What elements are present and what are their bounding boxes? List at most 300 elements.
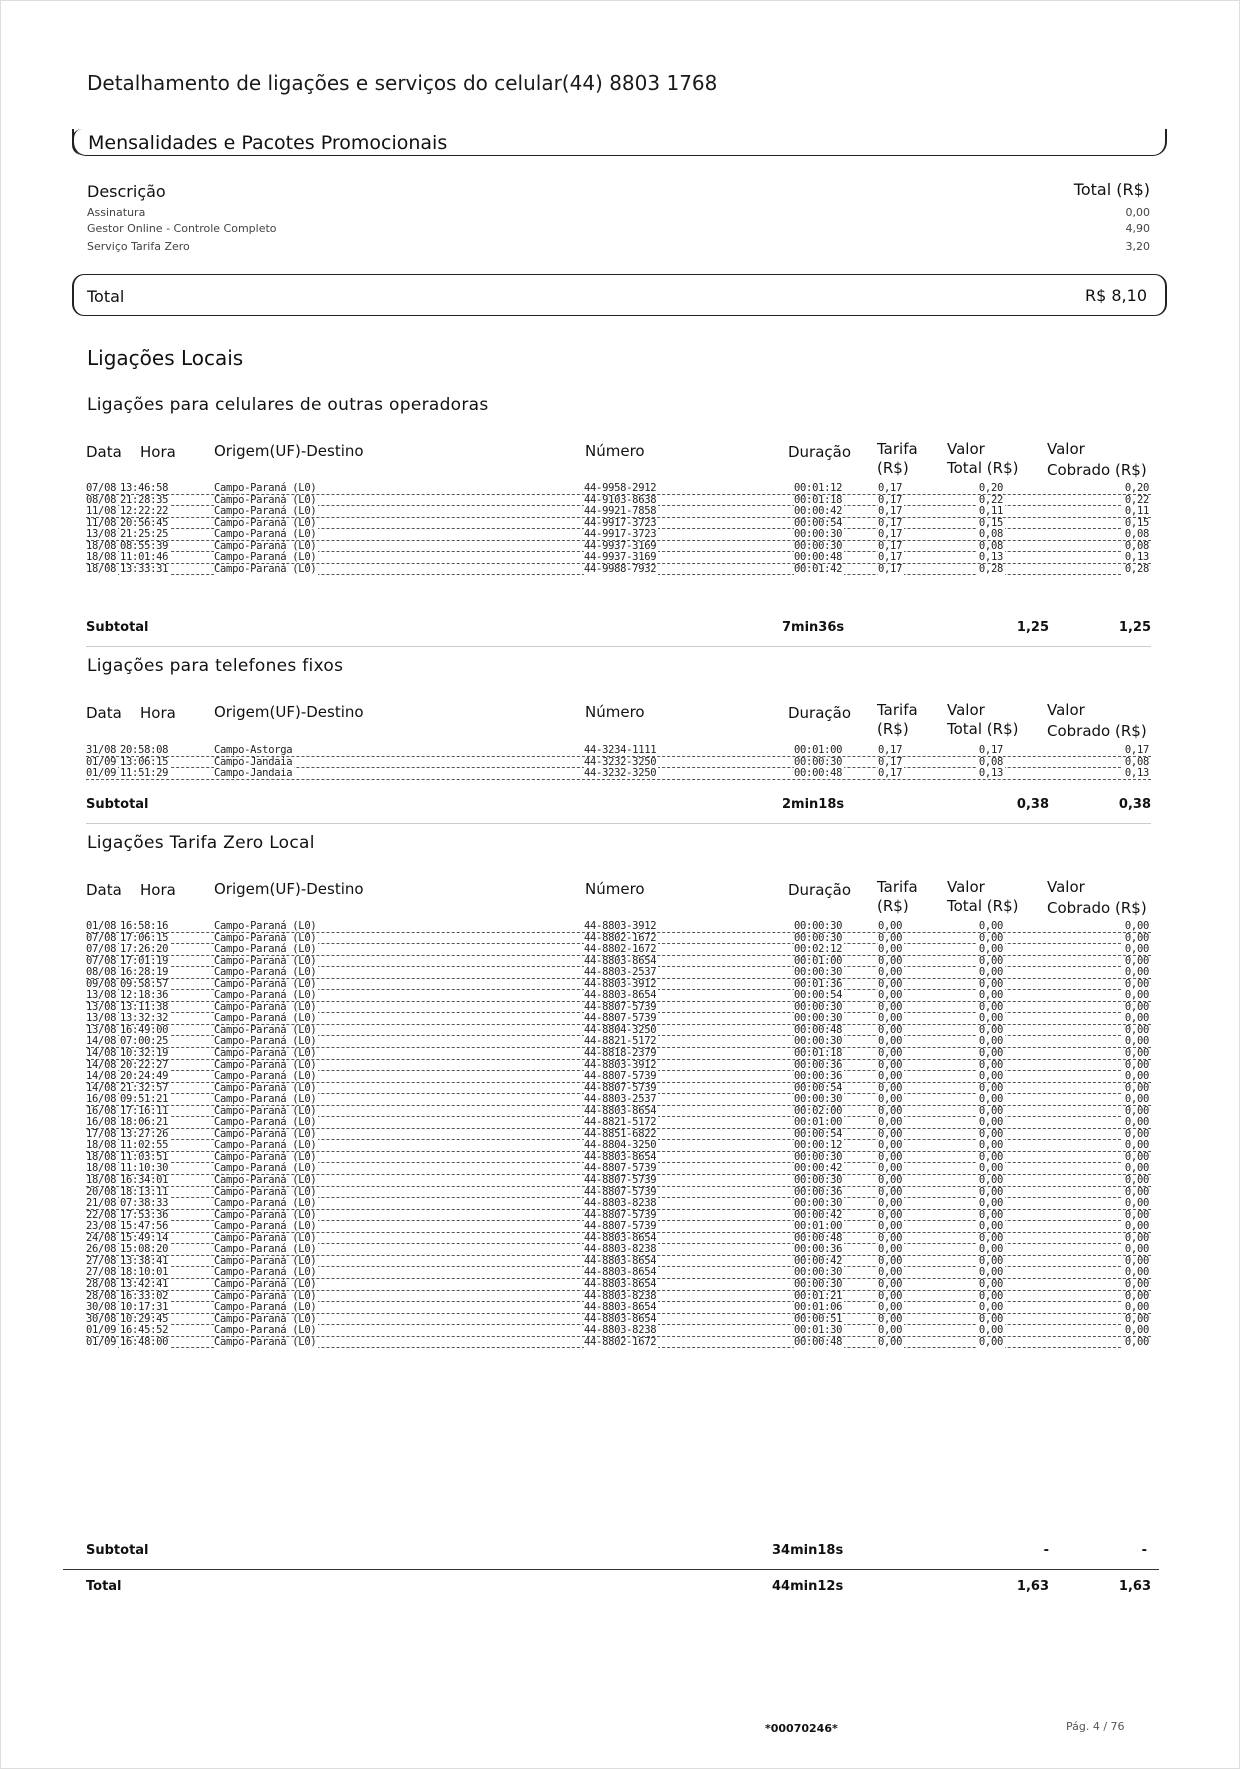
row-origin-destination: Campo-Paraná (L0) [214, 1277, 317, 1290]
row-number: 44-8803-8238 [584, 1197, 657, 1210]
row-number: 44-9921-7858 [584, 505, 657, 518]
row-value-total: 0,00 [978, 1197, 1003, 1210]
row-value-total: 0,13 [978, 551, 1003, 564]
row-date: 24/08 [86, 1231, 117, 1244]
row-duration: 00:01:12 [794, 482, 843, 494]
row-origin-destination: Campo-Paraná (L0) [214, 1023, 317, 1036]
row-time: 21:28:35 [120, 493, 169, 506]
row-duration: 00:00:42 [794, 1208, 843, 1221]
row-duration: 00:00:30 [794, 755, 843, 768]
fee-value: 0,00 [1125, 206, 1150, 219]
row-date: 14/08 [86, 1058, 117, 1071]
row-value-total: 0,00 [978, 1162, 1003, 1175]
row-date: 07/08 [86, 943, 117, 956]
row-value-charged: 0,00 [1124, 1208, 1149, 1221]
row-duration: 00:00:30 [794, 931, 843, 944]
row-value-charged: 0,00 [1124, 1266, 1149, 1279]
row-origin-destination: Campo-Paraná (L0) [214, 966, 317, 979]
row-duration: 00:00:54 [794, 989, 843, 1002]
row-time: 16:45:52 [120, 1324, 169, 1337]
row-time: 07:00:25 [120, 1035, 169, 1048]
row-time: 13:42:41 [120, 1277, 169, 1290]
table-row [86, 745, 1151, 757]
row-number: 44-8804-3250 [584, 1023, 657, 1036]
row-date: 18/08 [86, 539, 117, 552]
col-numero: Número [585, 880, 645, 898]
col-duracao: Duração [788, 704, 852, 722]
col-valor-total: Total (R$) [947, 897, 1019, 915]
row-origin-destination: Campo-Paraná (L0) [214, 482, 317, 494]
row-rate: 0,00 [878, 1070, 903, 1083]
row-value-charged: 0,00 [1124, 1243, 1149, 1256]
col-duracao: Duração [788, 443, 852, 461]
row-value-charged: 0,00 [1124, 1093, 1149, 1106]
row-date: 01/09 [86, 767, 117, 780]
row-number: 44-8807-5739 [584, 1185, 657, 1198]
row-value-charged: 0,00 [1124, 920, 1149, 932]
row-value-total: 0,00 [978, 966, 1003, 979]
row-date: 21/08 [86, 1197, 117, 1210]
row-value-total: 0,00 [978, 1081, 1003, 1094]
row-rate: 0,00 [878, 1324, 903, 1337]
row-rate: 0,00 [878, 1301, 903, 1314]
row-number: 44-3232-3250 [584, 767, 657, 780]
grand-total-value: 1,63 [1016, 1579, 1049, 1594]
row-rate: 0,00 [878, 1266, 903, 1279]
row-rate: 0,17 [878, 493, 903, 506]
row-value-total: 0,13 [978, 767, 1003, 780]
row-value-charged: 0,00 [1124, 1324, 1149, 1337]
row-number: 44-8807-5739 [584, 1012, 657, 1025]
row-number: 44-8803-8654 [584, 1266, 657, 1279]
row-origin-destination: Campo-Paraná (L0) [214, 505, 317, 518]
col-valor: Valor [947, 701, 985, 719]
table-row [86, 944, 1151, 956]
tarifa-zero-table [86, 921, 1151, 1348]
row-rate: 0,00 [878, 1058, 903, 1071]
row-origin-destination: Campo-Jandaia [214, 767, 293, 780]
row-number: 44-9917-3723 [584, 516, 657, 529]
row-number: 44-8803-8654 [584, 1301, 657, 1314]
row-time: 18:06:21 [120, 1116, 169, 1129]
col-origem: Origem(UF)-Destino [214, 442, 364, 460]
row-value-total: 0,00 [978, 977, 1003, 990]
row-date: 30/08 [86, 1301, 117, 1314]
row-date: 14/08 [86, 1035, 117, 1048]
row-time: 13:06:15 [120, 755, 169, 768]
row-origin-destination: Campo-Paraná (L0) [214, 551, 317, 564]
row-duration: 00:00:42 [794, 505, 843, 518]
row-rate: 0,00 [878, 977, 903, 990]
row-rate: 0,17 [878, 551, 903, 564]
row-number: 44-8803-8654 [584, 1254, 657, 1267]
row-rate: 0,00 [878, 1197, 903, 1210]
col-valor-cobrado: Cobrado (R$) [1047, 899, 1147, 917]
row-number: 44-8803-2537 [584, 1093, 657, 1106]
subtotal-duration: 34min18s [772, 1543, 844, 1558]
row-origin-destination: Campo-Paraná (L0) [214, 1127, 317, 1140]
row-date: 01/09 [86, 755, 117, 768]
row-number: 44-8803-8654 [584, 1150, 657, 1163]
row-duration: 00:00:30 [794, 539, 843, 552]
row-value-total: 0,11 [978, 505, 1003, 518]
row-time: 20:56:45 [120, 516, 169, 529]
col-tarifa: Tarifa [877, 440, 918, 458]
row-date: 01/09 [86, 1324, 117, 1337]
grand-total-duration: 44min12s [772, 1579, 844, 1594]
col-valor: Valor [947, 878, 985, 896]
row-rate: 0,00 [878, 1047, 903, 1060]
row-time: 17:53:36 [120, 1208, 169, 1221]
row-value-total: 0,00 [978, 1185, 1003, 1198]
row-value-total: 0,00 [978, 1116, 1003, 1129]
row-duration: 00:01:36 [794, 977, 843, 990]
row-number: 44-9937-3169 [584, 539, 657, 552]
row-rate: 0,00 [878, 931, 903, 944]
tarifa-zero-section-title: Ligações Tarifa Zero Local [87, 833, 315, 853]
col-valor2: Valor [1047, 440, 1085, 458]
row-duration: 00:00:30 [794, 966, 843, 979]
row-origin-destination: Campo-Paraná (L0) [214, 1104, 317, 1117]
row-origin-destination: Campo-Paraná (L0) [214, 1324, 317, 1337]
row-duration: 00:01:30 [794, 1324, 843, 1337]
row-rate: 0,00 [878, 1335, 903, 1348]
row-duration: 00:01:00 [794, 1116, 843, 1129]
fee-row [87, 222, 1150, 238]
row-origin-destination: Campo-Paraná (L0) [214, 989, 317, 1002]
row-origin-destination: Campo-Paraná (L0) [214, 1000, 317, 1013]
row-origin-destination: Campo-Paraná (L0) [214, 1266, 317, 1279]
row-origin-destination: Campo-Paraná (L0) [214, 1335, 317, 1348]
row-origin-destination: Campo-Paraná (L0) [214, 1093, 317, 1106]
row-duration: 00:00:30 [794, 1000, 843, 1013]
row-number: 44-8807-5739 [584, 1000, 657, 1013]
row-date: 13/08 [86, 1023, 117, 1036]
table-row [86, 768, 1151, 780]
row-origin-destination: Campo-Paraná (L0) [214, 1174, 317, 1187]
section-title: Ligações Locais [87, 346, 244, 370]
subtotal-cobrado: - [1141, 1543, 1147, 1558]
row-value-total: 0,00 [978, 1312, 1003, 1325]
row-duration: 00:01:00 [794, 1220, 843, 1233]
row-rate: 0,00 [878, 1162, 903, 1175]
grand-total-label: Total [86, 1579, 122, 1594]
row-number: 44-8804-3250 [584, 1139, 657, 1152]
row-value-charged: 0,28 [1124, 562, 1149, 575]
row-origin-destination: Campo-Paraná (L0) [214, 977, 317, 990]
row-value-total: 0,08 [978, 539, 1003, 552]
page-title: Detalhamento de ligações e serviços do celular(44) 8803 1768 [87, 71, 718, 95]
row-duration: 00:01:21 [794, 1289, 843, 1302]
row-time: 11:02:55 [120, 1139, 169, 1152]
row-number: 44-8807-5739 [584, 1070, 657, 1083]
row-time: 21:32:57 [120, 1081, 169, 1094]
row-value-total: 0,15 [978, 516, 1003, 529]
table-row [86, 1175, 1151, 1187]
row-value-total: 0,00 [978, 1208, 1003, 1221]
row-rate: 0,00 [878, 1104, 903, 1117]
row-date: 07/08 [86, 482, 117, 494]
row-value-total: 0,00 [978, 1254, 1003, 1267]
row-rate: 0,00 [878, 1012, 903, 1025]
row-value-charged: 0,00 [1124, 1289, 1149, 1302]
row-origin-destination: Campo-Paraná (L0) [214, 1197, 317, 1210]
row-value-total: 0,00 [978, 1012, 1003, 1025]
row-rate: 0,00 [878, 1023, 903, 1036]
row-date: 18/08 [86, 562, 117, 575]
row-duration: 00:00:30 [794, 1197, 843, 1210]
row-time: 07:38:33 [120, 1197, 169, 1210]
separator [86, 823, 1151, 824]
row-value-charged: 0,00 [1124, 1035, 1149, 1048]
fee-label: Gestor Online - Controle Completo [87, 222, 277, 235]
row-value-total: 0,00 [978, 1266, 1003, 1279]
row-time: 18:13:11 [120, 1185, 169, 1198]
row-date: 17/08 [86, 1127, 117, 1140]
row-duration: 00:01:00 [794, 954, 843, 967]
row-duration: 00:00:54 [794, 1081, 843, 1094]
col-tarifa-unit: (R$) [877, 897, 909, 915]
tarifa-zero-subtotal [86, 1543, 1151, 1561]
row-date: 14/08 [86, 1047, 117, 1060]
row-rate: 0,17 [878, 539, 903, 552]
description-column-header: Descrição [87, 182, 166, 201]
row-duration: 00:00:30 [794, 920, 843, 932]
row-rate: 0,17 [878, 505, 903, 518]
row-date: 16/08 [86, 1116, 117, 1129]
row-origin-destination: Campo-Paraná (L0) [214, 528, 317, 541]
row-value-charged: 0,13 [1124, 767, 1149, 780]
row-rate: 0,00 [878, 1312, 903, 1325]
row-origin-destination: Campo-Paraná (L0) [214, 1231, 317, 1244]
row-value-total: 0,00 [978, 1023, 1003, 1036]
row-rate: 0,00 [878, 1254, 903, 1267]
col-valor-total: Total (R$) [947, 720, 1019, 738]
celulares-section-title: Ligações para celulares de outras operadoras [87, 395, 489, 415]
row-date: 23/08 [86, 1220, 117, 1233]
col-tarifa: Tarifa [877, 701, 918, 719]
row-origin-destination: Campo-Paraná (L0) [214, 1162, 317, 1175]
row-origin-destination: Campo-Paraná (L0) [214, 920, 317, 932]
row-value-total: 0,22 [978, 493, 1003, 506]
table-row [86, 1279, 1151, 1291]
col-valor2: Valor [1047, 878, 1085, 896]
row-value-charged: 0,00 [1124, 1058, 1149, 1071]
row-value-total: 0,17 [978, 744, 1003, 756]
row-value-total: 0,00 [978, 1150, 1003, 1163]
row-date: 13/08 [86, 528, 117, 541]
row-rate: 0,00 [878, 1185, 903, 1198]
row-number: 44-8803-8654 [584, 1312, 657, 1325]
row-time: 12:22:22 [120, 505, 169, 518]
row-time: 16:28:19 [120, 966, 169, 979]
row-rate: 0,17 [878, 744, 903, 756]
row-origin-destination: Campo-Paraná (L0) [214, 1185, 317, 1198]
row-date: 28/08 [86, 1277, 117, 1290]
row-number: 44-8803-3912 [584, 1058, 657, 1071]
row-date: 18/08 [86, 1150, 117, 1163]
row-rate: 0,00 [878, 1127, 903, 1140]
row-origin-destination: Campo-Paraná (L0) [214, 539, 317, 552]
row-value-total: 0,00 [978, 1035, 1003, 1048]
row-date: 16/08 [86, 1104, 117, 1117]
row-number: 44-8803-3912 [584, 920, 657, 932]
row-value-charged: 0,08 [1124, 755, 1149, 768]
row-origin-destination: Campo-Paraná (L0) [214, 1301, 317, 1314]
row-value-total: 0,00 [978, 1243, 1003, 1256]
row-time: 20:58:08 [120, 744, 169, 756]
row-number: 44-8851-6822 [584, 1127, 657, 1140]
row-time: 11:01:46 [120, 551, 169, 564]
col-origem: Origem(UF)-Destino [214, 880, 364, 898]
row-value-total: 0,00 [978, 1301, 1003, 1314]
row-time: 10:29:45 [120, 1312, 169, 1325]
row-value-charged: 0,08 [1124, 539, 1149, 552]
row-value-total: 0,00 [978, 931, 1003, 944]
col-data: Data [86, 881, 122, 899]
row-time: 12:18:36 [120, 989, 169, 1002]
row-value-charged: 0,00 [1124, 1174, 1149, 1187]
row-rate: 0,00 [878, 1289, 903, 1302]
row-rate: 0,00 [878, 1116, 903, 1129]
row-duration: 00:00:42 [794, 1162, 843, 1175]
separator [86, 646, 1151, 647]
row-origin-destination: Campo-Paraná (L0) [214, 1035, 317, 1048]
col-hora: Hora [140, 443, 176, 461]
table-row [86, 967, 1151, 979]
row-duration: 00:01:06 [794, 1301, 843, 1314]
row-date: 18/08 [86, 1174, 117, 1187]
row-value-charged: 0,00 [1124, 1150, 1149, 1163]
row-time: 13:33:31 [120, 562, 169, 575]
row-origin-destination: Campo-Paraná (L0) [214, 1058, 317, 1071]
row-rate: 0,00 [878, 1208, 903, 1221]
row-rate: 0,00 [878, 1174, 903, 1187]
row-duration: 00:00:54 [794, 516, 843, 529]
row-value-charged: 0,13 [1124, 551, 1149, 564]
row-date: 08/08 [86, 966, 117, 979]
row-value-charged: 0,00 [1124, 966, 1149, 979]
row-number: 44-9917-3723 [584, 528, 657, 541]
row-value-total: 0,00 [978, 1104, 1003, 1117]
row-origin-destination: Campo-Paraná (L0) [214, 1139, 317, 1152]
row-duration: 00:00:30 [794, 1277, 843, 1290]
row-number: 44-8821-5172 [584, 1035, 657, 1048]
row-value-charged: 0,00 [1124, 1185, 1149, 1198]
row-number: 44-8807-5739 [584, 1174, 657, 1187]
row-duration: 00:00:48 [794, 767, 843, 780]
row-duration: 00:00:30 [794, 1266, 843, 1279]
table-row [86, 1198, 1151, 1210]
row-time: 17:26:20 [120, 943, 169, 956]
subtotal-duration: 7min36s [782, 620, 845, 635]
row-value-charged: 0,00 [1124, 989, 1149, 1002]
row-duration: 00:00:30 [794, 1093, 843, 1106]
row-origin-destination: Campo-Astorga [214, 744, 293, 756]
col-data: Data [86, 443, 122, 461]
row-duration: 00:00:42 [794, 1254, 843, 1267]
row-time: 13:27:26 [120, 1127, 169, 1140]
row-time: 16:34:01 [120, 1174, 169, 1187]
row-date: 13/08 [86, 1000, 117, 1013]
fee-label: Serviço Tarifa Zero [87, 240, 190, 253]
table-row [86, 1302, 1151, 1314]
row-time: 16:48:00 [120, 1335, 169, 1348]
row-value-total: 0,00 [978, 1335, 1003, 1348]
row-number: 44-8802-1672 [584, 931, 657, 944]
row-date: 28/08 [86, 1289, 117, 1302]
row-duration: 00:00:30 [794, 1035, 843, 1048]
subtotal-total: 0,38 [1016, 797, 1049, 812]
row-value-total: 0,00 [978, 1324, 1003, 1337]
row-time: 10:17:31 [120, 1301, 169, 1314]
row-date: 11/08 [86, 505, 117, 518]
row-value-total: 0,00 [978, 1047, 1003, 1060]
row-time: 13:38:41 [120, 1254, 169, 1267]
row-value-charged: 0,00 [1124, 1070, 1149, 1083]
row-date: 27/08 [86, 1266, 117, 1279]
row-time: 09:58:57 [120, 977, 169, 990]
row-value-total: 0,00 [978, 1231, 1003, 1244]
col-origem: Origem(UF)-Destino [214, 703, 364, 721]
row-date: 13/08 [86, 989, 117, 1002]
row-duration: 00:00:48 [794, 551, 843, 564]
row-date: 31/08 [86, 744, 117, 756]
row-origin-destination: Campo-Paraná (L0) [214, 1150, 317, 1163]
row-rate: 0,00 [878, 1139, 903, 1152]
col-tarifa: Tarifa [877, 878, 918, 896]
row-duration: 00:01:18 [794, 1047, 843, 1060]
row-origin-destination: Campo-Paraná (L0) [214, 562, 317, 575]
subtotal-label: Subtotal [86, 620, 149, 635]
row-value-charged: 0,00 [1124, 1312, 1149, 1325]
page-number: Pág. 4 / 76 [1066, 1720, 1125, 1733]
table-row [86, 1048, 1151, 1060]
col-hora: Hora [140, 881, 176, 899]
row-duration: 00:00:30 [794, 1174, 843, 1187]
row-date: 07/08 [86, 954, 117, 967]
row-duration: 00:00:12 [794, 1139, 843, 1152]
row-number: 44-8803-8654 [584, 954, 657, 967]
row-value-charged: 0,00 [1124, 977, 1149, 990]
row-number: 44-8803-2537 [584, 966, 657, 979]
row-date: 22/08 [86, 1208, 117, 1221]
row-value-charged: 0,00 [1124, 1104, 1149, 1117]
row-time: 11:10:30 [120, 1162, 169, 1175]
row-duration: 00:00:30 [794, 1150, 843, 1163]
row-value-charged: 0,00 [1124, 1335, 1149, 1348]
row-origin-destination: Campo-Paraná (L0) [214, 1116, 317, 1129]
row-value-total: 0,00 [978, 1174, 1003, 1187]
row-rate: 0,00 [878, 1231, 903, 1244]
col-duracao: Duração [788, 881, 852, 899]
row-time: 11:03:51 [120, 1150, 169, 1163]
row-date: 11/08 [86, 516, 117, 529]
row-date: 01/08 [86, 920, 117, 932]
row-origin-destination: Campo-Paraná (L0) [214, 516, 317, 529]
subtotal-cobrado: 1,25 [1118, 620, 1151, 635]
row-value-charged: 0,00 [1124, 1254, 1149, 1267]
row-time: 16:58:16 [120, 920, 169, 932]
row-duration: 00:01:00 [794, 744, 843, 756]
row-date: 08/08 [86, 493, 117, 506]
subtotal-duration: 2min18s [782, 797, 845, 812]
row-rate: 0,00 [878, 1277, 903, 1290]
row-value-total: 0,00 [978, 920, 1003, 932]
row-number: 44-8803-8654 [584, 1277, 657, 1290]
row-date: 20/08 [86, 1185, 117, 1198]
row-number: 44-8818-2379 [584, 1047, 657, 1060]
